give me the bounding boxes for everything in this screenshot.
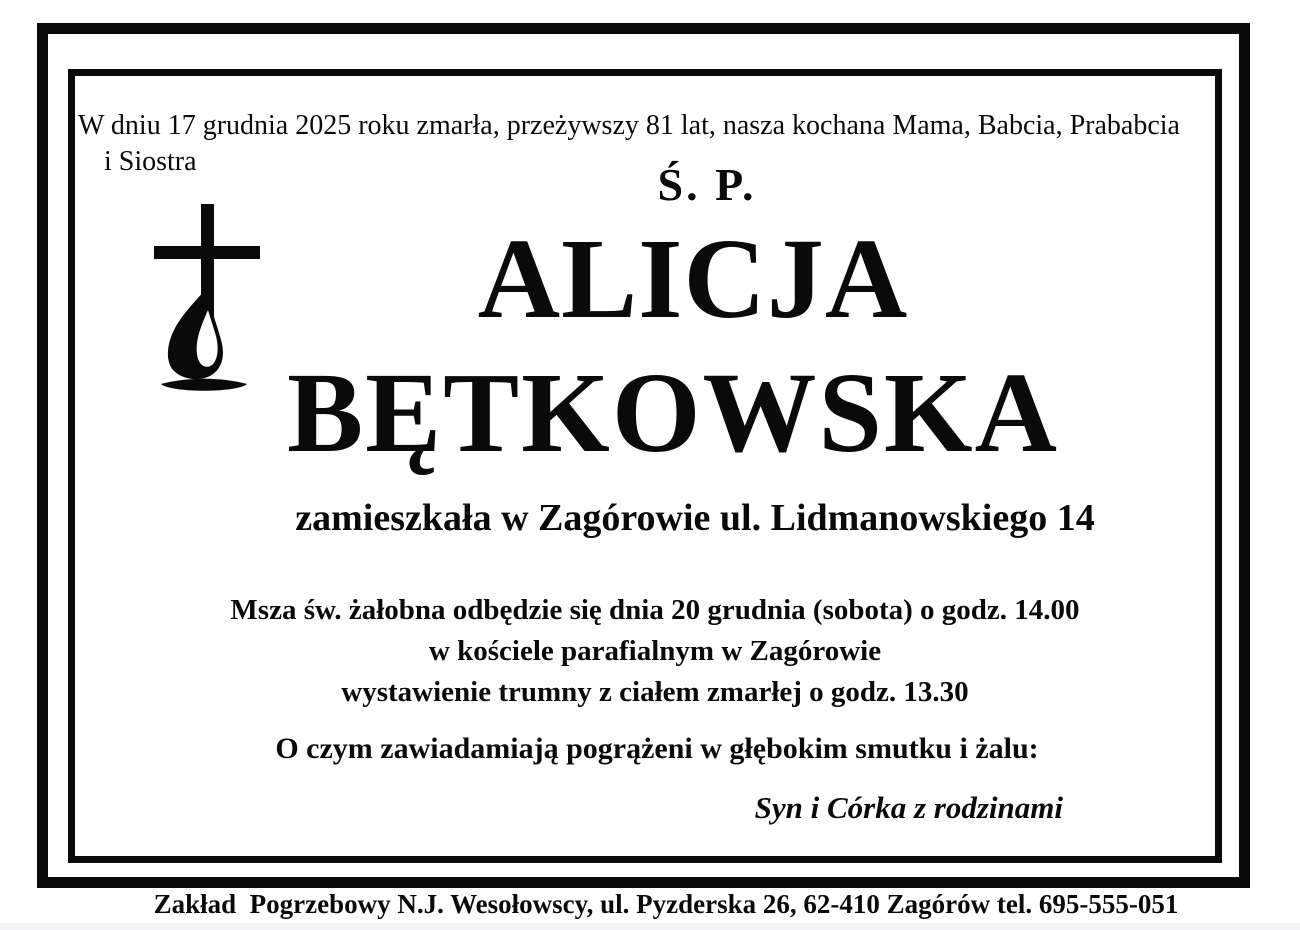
intro-line-2: i Siostra (104, 146, 197, 177)
inner-frame (68, 69, 1222, 863)
deceased-first-name: ALICJA (477, 215, 909, 342)
honorific-sp: Ś. P. (657, 159, 757, 210)
funeral-home-contact: Zakład Pogrzebowy N.J. Wesołowscy, ul. Pyzderska 26, 62-410 Zagórów tel. 695-555-051 (153, 889, 1179, 919)
intro-line-1: W dniu 17 grudnia 2025 roku zmarła, przeżywszy 81 lat, nasza kochana Mama, Babcia, Prababcia (78, 110, 1180, 141)
mass-details (85, 590, 1225, 713)
outer-frame (37, 23, 1250, 888)
signature-line: Syn i Córka z rodzinami (754, 790, 1063, 825)
page-bottom-edge (0, 923, 1300, 930)
mass-line-1: Msza św. żałobna odbędzie się dnia 20 grudnia (sobota) o godz. 14.00 (230, 594, 1080, 626)
residence-line: zamieszkała w Zagórowie ul. Lidmanowskiego 14 (295, 497, 1095, 539)
mass-line-2: w kościele parafialnym w Zagórowie (428, 635, 882, 667)
mourning-line: O czym zawiadamiają pogrążeni w głębokim smutku i żalu: (275, 732, 1039, 765)
mass-line-3: wystawienie trumny z ciałem zmarłej o godz. 13.30 (341, 676, 969, 708)
deceased-last-name: BĘTKOWSKA (287, 349, 1059, 476)
